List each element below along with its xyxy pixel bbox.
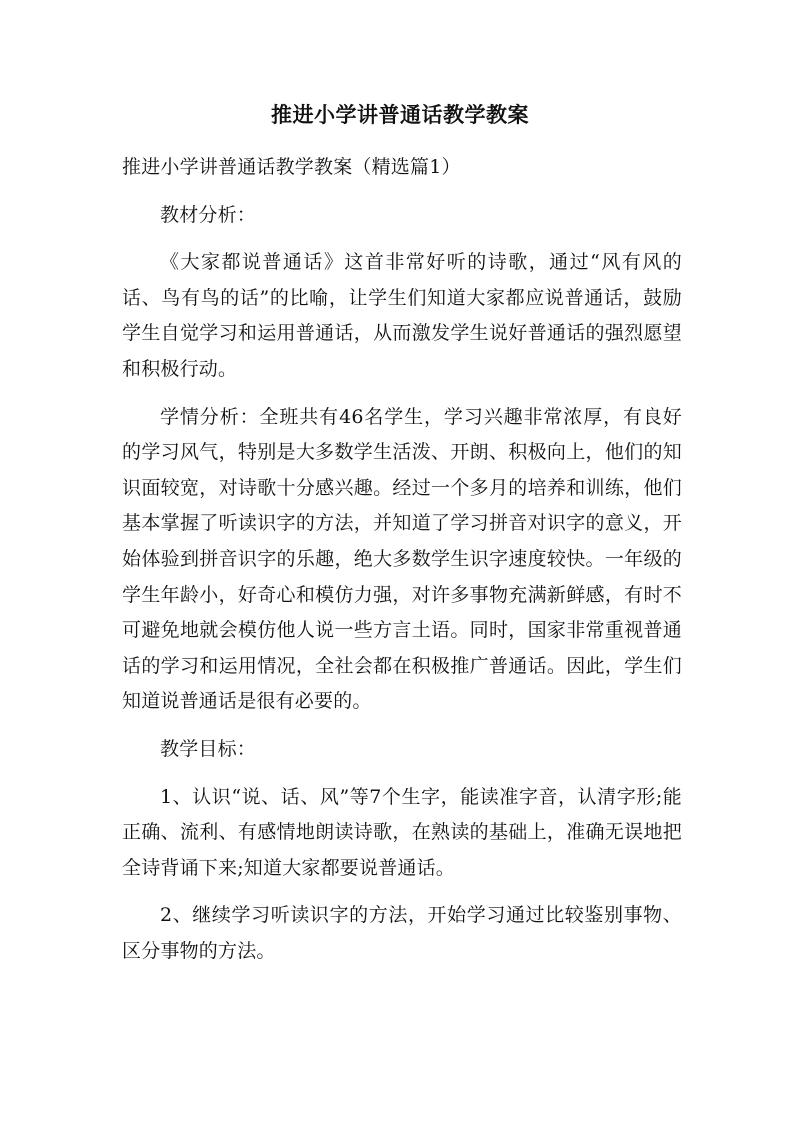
section-heading-textbook-analysis: 教材分析： xyxy=(160,203,257,226)
paragraph-goal-2: 2、继续学习听读识字的方法，开始学习通过比较鉴别事物、区分事物的方法。 xyxy=(122,904,682,962)
document-subtitle: 推进小学讲普通话教学教案（精选篇1） xyxy=(122,156,461,178)
paragraph-goal-1: 1、认识“说、话、风”等7个生字，能读准字音，认清字形;能正确、流利、有感情地朗读诗歌，在熟读的基础上，准确无误地把全诗背诵下来;知道大家都要说普通话。 xyxy=(122,785,682,879)
paragraph-student-analysis: 学情分析：全班共有46名学生，学习兴趣非常浓厚，有良好的学习风气，特别是大多数学生活泼、开朗、积极向上，他们的知识面较宽，对诗歌十分感兴趣。经过一个多月的培养和训练，他们基本掌握了听读识字的方法，并知道了学习拼音对识字的意义，开始体验到拼音识字的乐趣，绝大多数学生识字速度较快。一年级的学生年龄小，好奇心和模仿力强，对许多事物充满新鲜感，有时不可避免地就会模仿他人说一些方言土语。同时，国家非常重视普通话的学习和运用情况，全社会都在积极推广普通话。因此，学生们知道说普通话是很有必要的。 xyxy=(122,405,682,713)
paragraph-textbook-analysis: 《大家都说普通话》这首非常好听的诗歌，通过“风有风的话、鸟有鸟的话”的比喻，让学生们知道大家都应说普通话，鼓励学生自觉学习和运用普通话，从而激发学生说好普通话的强烈愿望和积极行动。 xyxy=(122,251,682,380)
document-body xyxy=(122,150,682,981)
section-heading-teaching-goals: 教学目标： xyxy=(160,737,257,760)
document-title: 推进小学讲普通话教学教案 xyxy=(271,102,529,127)
